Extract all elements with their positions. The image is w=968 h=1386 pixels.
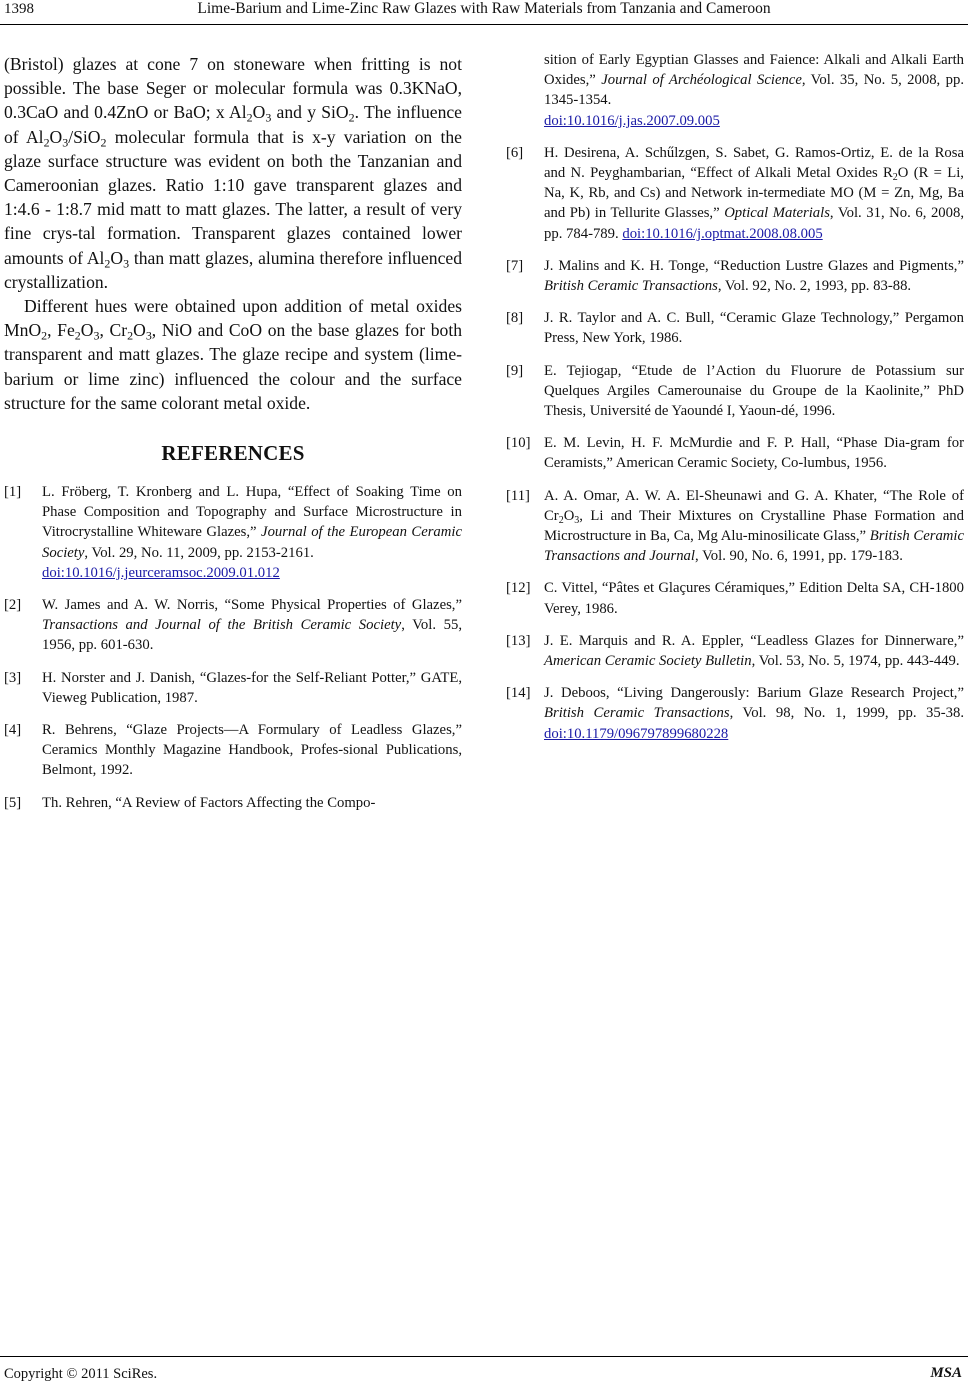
body-paragraph-2: Different hues were obtained upon addition of metal oxides MnO$_2$, $Fe_2O_3$, $Cr_2O_3$, NiO and CoO on the base glazes for both transparent and matt glazes. The glaze recipe and system (lime-barium or lime zinc) influenced the colour and the surface structure for the same colorant metal oxide. bbox=[4, 296, 463, 413]
reference-text: L. Fröberg, T. Kronberg and L. Hupa, “Effect of Soaking Time on Phase Composition and Topography and Surface Microstructure in Vitrocrystalline Whiteware Glazes,” Journal of the European Ceramic Society, Vol. 29, No. 11, 2009, pp. 2153-2161. doi:10.1016/j.jeurceramsoc.2009.01.012 bbox=[42, 482, 462, 583]
reference-number: [4] bbox=[4, 722, 22, 739]
doi-link[interactable]: doi:10.1016/j.jas.2007.09.005 bbox=[544, 112, 720, 129]
reference-number: [1] bbox=[4, 484, 22, 501]
reference-item bbox=[506, 361, 964, 422]
reference-number: [9] bbox=[506, 362, 524, 379]
reference-item bbox=[506, 486, 964, 567]
reference-item bbox=[506, 256, 964, 296]
reference-text: Th. Rehren, “A Review of Factors Affecting the Compo- bbox=[42, 794, 376, 811]
reference-number bbox=[506, 50, 544, 131]
references-list-right bbox=[506, 50, 964, 744]
reference-item bbox=[506, 578, 964, 618]
reference-text: A. A. Omar, A. W. A. El-Sheunawi and G. A. Khater, “The Role of $Cr_2O_3$, Li and Their Mixtures on Crystalline Phase Formation and Microstructure in Ba, Ca, Mg Alu-minosilicate Glass,” British Ceramic Transactions and Journal, Vol. 90, No. 6, 1991, pp. 179-183. bbox=[544, 487, 964, 565]
reference-number: [8] bbox=[506, 310, 524, 327]
journal-abbreviation: MSA bbox=[930, 1365, 962, 1381]
doi-link[interactable]: doi:10.1179/096797899680228 bbox=[544, 725, 729, 742]
copyright-notice: Copyright © 2011 SciRes. bbox=[4, 1366, 158, 1382]
page-header bbox=[0, 0, 968, 24]
header-rule bbox=[0, 24, 968, 25]
reference-text: J. E. Marquis and R. A. Eppler, “Leadless Glazes for Dinnerware,” American Ceramic Society Bulletin, Vol. 53, No. 5, 1974, pp. 443-449. bbox=[544, 632, 964, 670]
reference-text: sition of Early Egyptian Glasses and Faience: Alkali and Alkali Earth Oxides,” Journal of Archéological Science, Vol. 35, No. 5, 2008, pp. 1345-1354. doi:10.1016/j.jas.2007.09.005 bbox=[544, 50, 964, 131]
references-list-left bbox=[4, 482, 462, 813]
reference-item bbox=[506, 631, 964, 671]
reference-text: W. James and A. W. Norris, “Some Physical Properties of Glazes,” Transactions and Journal of the British Ceramic Society, Vol. 55, 1956, pp. 601-630. bbox=[42, 597, 462, 654]
reference-number: [14] bbox=[506, 685, 531, 702]
reference-item bbox=[506, 683, 964, 744]
page-footer bbox=[0, 1356, 968, 1386]
reference-number: [2] bbox=[4, 597, 22, 614]
reference-number: [6] bbox=[506, 144, 524, 161]
reference-text: J. Malins and K. H. Tonge, “Reduction Lustre Glazes and Pigments,” British Ceramic Transactions, Vol. 92, No. 2, 1993, pp. 83-88. bbox=[544, 257, 964, 295]
reference-item bbox=[4, 482, 462, 583]
body-paragraph-1: (Bristol) glazes at cone 7 on stoneware when fritting is not possible. The base Seger or molecular formula was 0.3KNaO, 0.3CaO and 0.4ZnO or BaO; x $Al_2O_3$ and y SiO$_2$. The influence of $Al_2O_3/SiO_2$ molecular formula that is x-y variation on the glaze surface structure was evident on both the Tanzanian and Cameroonian glazes. Ratio 1:10 gave transparent glazes and 1:4.6 - 1:8.7 mid matt to matt glazes. The latter, a result of very fine crys-tal formation. Transparent glazes contained lower amounts of $Al_2O_3$ than matt glazes, alumina therefore influenced crystallization. bbox=[4, 54, 462, 292]
reference-number: [10] bbox=[506, 435, 531, 452]
left-column bbox=[4, 52, 462, 825]
reference-text: J. Deboos, “Living Dangerously: Barium Glaze Research Project,” British Ceramic Transactions, Vol. 98, No. 1, 1999, pp. 35-38. doi:10.1179/096797899680228 bbox=[544, 685, 964, 742]
page-number: 1398 bbox=[4, 1, 34, 17]
reference-item bbox=[506, 143, 964, 244]
reference-number: [3] bbox=[4, 669, 22, 686]
reference-number: [11] bbox=[506, 487, 530, 504]
reference-text: C. Vittel, “Pâtes et Glaçures Céramiques,” Edition Delta SA, CH-1800 Verey, 1986. bbox=[544, 580, 964, 617]
reference-text: H. Norster and J. Danish, “Glazes-for the Self-Reliant Potter,” GATE, Vieweg Publication, 1987. bbox=[42, 669, 462, 706]
reference-number: [12] bbox=[506, 580, 531, 597]
right-column bbox=[506, 50, 964, 756]
reference-item bbox=[506, 433, 964, 473]
reference-text: E. Tejiogap, “Etude de l’Action du Fluorure de Potassium sur Quelques Argiles Camerounaise du Groupe de la Kaolinite,” PhD Thesis, Université de Yaoundé I, Yaoun-dé, 1996. bbox=[544, 362, 964, 420]
reference-item bbox=[4, 595, 462, 656]
reference-item bbox=[4, 793, 462, 813]
footer-rule bbox=[0, 1356, 968, 1357]
reference-number: [7] bbox=[506, 257, 524, 274]
reference-item bbox=[4, 720, 462, 781]
reference-number: [13] bbox=[506, 632, 531, 649]
doi-link[interactable]: doi:10.1016/j.jeurceramsoc.2009.01.012 bbox=[42, 564, 280, 581]
reference-text: E. M. Levin, H. F. McMurdie and F. P. Hall, “Phase Dia-gram for Ceramists,” American Ceramic Society, Co-lumbus, 1956. bbox=[544, 435, 964, 472]
reference-item bbox=[506, 50, 964, 131]
reference-text: R. Behrens, “Glaze Projects—A Formulary of Leadless Glazes,” Ceramics Monthly Magazine Handbook, Profes-sional Publications, Belmont, 1992. bbox=[42, 722, 462, 779]
reference-item bbox=[506, 308, 964, 348]
reference-text: J. R. Taylor and A. C. Bull, “Ceramic Glaze Technology,” Pergamon Press, New York, 1986. bbox=[544, 310, 964, 347]
doi-link[interactable]: doi:10.1016/j.optmat.2008.08.005 bbox=[622, 225, 823, 242]
reference-number: [5] bbox=[4, 794, 22, 811]
reference-text: H. Desirena, A. Schűlzgen, S. Sabet, G. Ramos-Ortiz, E. de la Rosa and N. Peyghambarian, “Effect of Alkali Metal Oxides $R_2O$ (R = Li, Na, K, Rb, and Cs) and Network in-termediate MO (M = Zn, Mg, Ba and Pb) in Tellurite Glasses,” Optical Materials, Vol. 31, No. 6, 2008, pp. 784-789. doi:10.1016/j.optmat.2008.08.005 bbox=[544, 144, 964, 242]
reference-item bbox=[4, 668, 462, 708]
running-title: Lime-Barium and Lime-Zinc Raw Glazes with Raw Materials from Tanzania and Cameroon bbox=[197, 0, 771, 17]
references-heading: REFERENCES bbox=[161, 441, 305, 466]
